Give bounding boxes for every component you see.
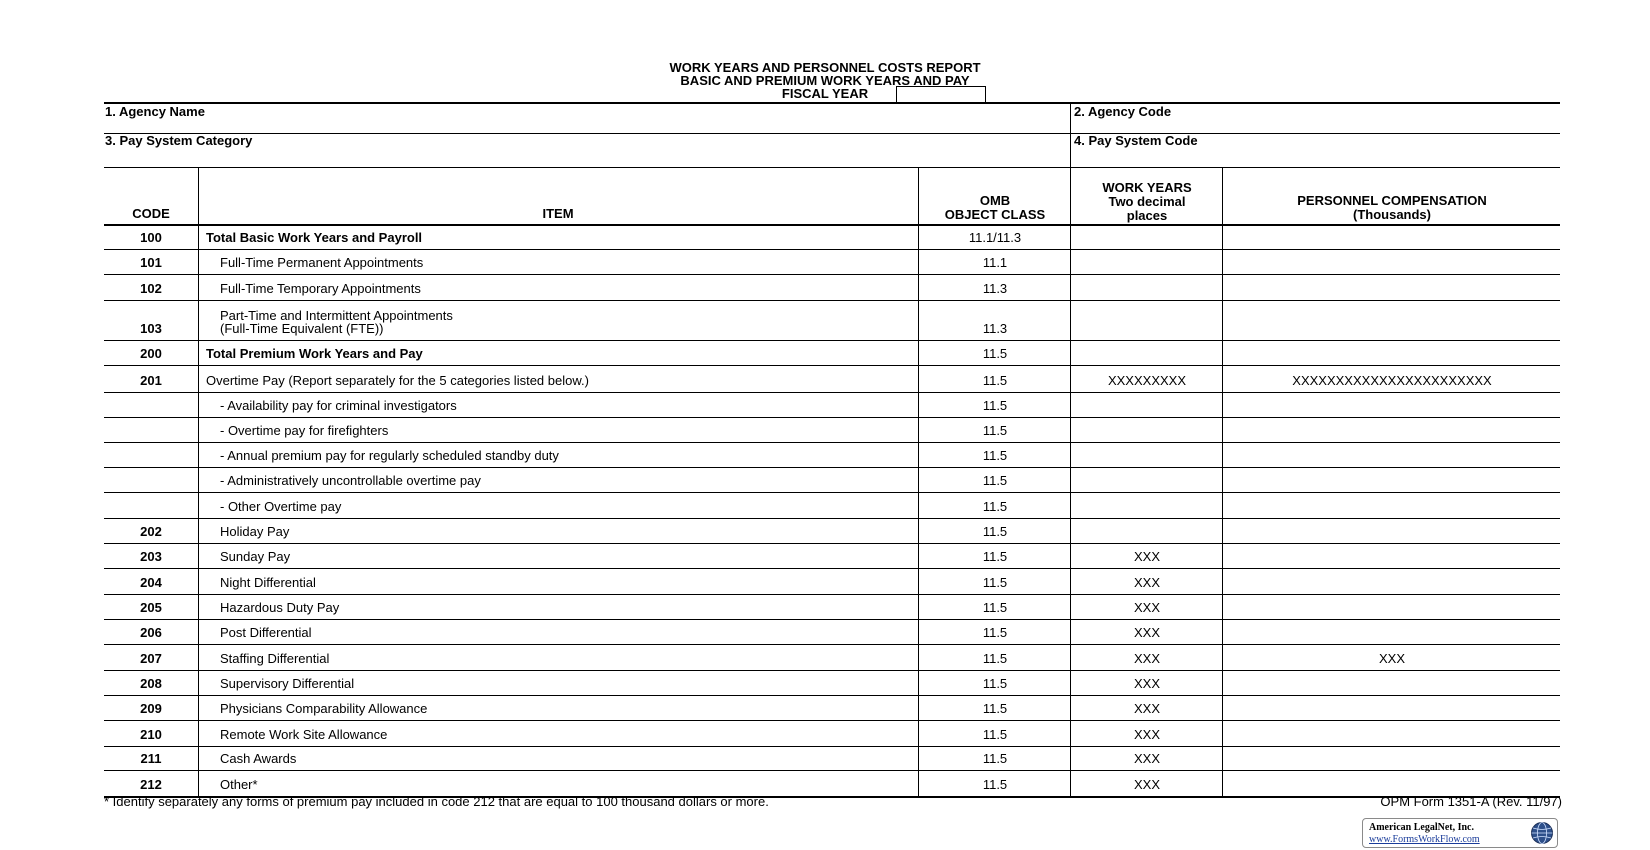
row-compensation-cell[interactable]: XXX	[1378, 651, 1405, 666]
pay-system-category-field[interactable]	[110, 142, 1060, 166]
column-header-omb	[920, 194, 1070, 222]
row-omb-class: 11.5	[982, 398, 1008, 413]
row-compensation-cell[interactable]	[1224, 549, 1560, 566]
row-item: Overtime Pay (Report separately for the 5 categories listed below.)	[206, 373, 589, 388]
row-omb-class: 11.5	[982, 423, 1008, 438]
row-item: - Other Overtime pay	[220, 499, 342, 514]
row-item: Sunday Pay	[220, 549, 291, 564]
row-omb-class: 11.1/11.3	[968, 230, 1022, 245]
row-omb-class: 11.5	[982, 651, 1008, 666]
fiscal-year-input[interactable]	[896, 86, 986, 103]
row-code: 212	[140, 777, 162, 792]
row-compensation-cell[interactable]	[1224, 524, 1560, 541]
column-header-item: ITEM	[542, 206, 574, 221]
row-omb-class: 11.5	[982, 524, 1008, 539]
row-code: 209	[140, 701, 162, 716]
work-years-header-line2: Two decimal	[1108, 194, 1186, 209]
row-omb-class: 11.1	[982, 255, 1008, 270]
row-compensation-cell[interactable]	[1224, 727, 1560, 744]
pay-system-code-label: 4. Pay System Code	[1074, 133, 1198, 148]
row-compensation-cell[interactable]	[1224, 346, 1560, 363]
row-code: 211	[140, 751, 162, 766]
row-code: 103	[140, 321, 162, 336]
row-code: 101	[140, 255, 162, 270]
row-work-years-cell[interactable]	[1072, 346, 1222, 363]
row-compensation-cell[interactable]	[1224, 321, 1560, 338]
row-item: Hazardous Duty Pay	[220, 600, 340, 615]
row-item: Full-Time Permanent Appointments	[220, 255, 424, 270]
rule-paysystem	[104, 167, 1560, 168]
row-compensation-cell[interactable]	[1224, 230, 1560, 247]
row-compensation-cell[interactable]	[1224, 777, 1560, 794]
row-work-years-cell[interactable]: XXX	[1133, 701, 1160, 716]
agency-name-label: 1. Agency Name	[105, 104, 205, 119]
row-code: 205	[140, 600, 162, 615]
row-item: Part-Time and Intermittent Appointments	[220, 308, 453, 323]
row-work-years-cell[interactable]	[1072, 255, 1222, 272]
row-compensation-cell[interactable]	[1224, 751, 1560, 768]
row-item: Total Premium Work Years and Pay	[206, 346, 423, 361]
row-omb-class: 11.5	[982, 676, 1008, 691]
row-omb-class: 11.5	[982, 625, 1008, 640]
agency-code-label: 2. Agency Code	[1074, 104, 1172, 119]
row-compensation-cell[interactable]	[1224, 625, 1560, 642]
row-compensation-cell[interactable]	[1224, 473, 1560, 490]
row-omb-class: 11.5	[982, 499, 1008, 514]
row-item: Post Differential	[220, 625, 312, 640]
row-item: Staffing Differential	[220, 651, 330, 666]
agency-code-field[interactable]	[1078, 112, 1548, 132]
row-omb-class: 11.5	[982, 751, 1008, 766]
row-omb-class: 11.5	[982, 448, 1008, 463]
row-compensation-cell[interactable]	[1224, 398, 1560, 415]
row-omb-class: 11.5	[982, 473, 1008, 488]
logo-url-link[interactable]: www.FormsWorkFlow.com	[1369, 834, 1480, 845]
row-work-years-cell[interactable]	[1072, 321, 1222, 338]
row-omb-class: 11.5	[982, 575, 1008, 590]
logo-company-name: American LegalNet, Inc.	[1369, 822, 1474, 833]
american-legalnet-logo[interactable]	[1362, 818, 1558, 848]
field-divider	[1070, 102, 1071, 168]
row-work-years-cell[interactable]: XXX	[1133, 575, 1160, 590]
row-compensation-cell[interactable]	[1224, 701, 1560, 718]
row-item: Holiday Pay	[220, 524, 290, 539]
row-omb-class: 11.5	[982, 727, 1008, 742]
form-number: OPM Form 1351-A (Rev. 11/97)	[1380, 794, 1562, 809]
row-item: Other*	[220, 777, 258, 792]
top-rule	[104, 102, 1560, 104]
row-item: - Administratively uncontrollable overtime pay	[220, 473, 481, 488]
pay-system-category-label: 3. Pay System Category	[105, 133, 253, 148]
row-compensation-cell[interactable]	[1224, 281, 1560, 298]
row-compensation-cell[interactable]	[1224, 600, 1560, 617]
row-work-years-cell[interactable]	[1072, 230, 1222, 247]
row-item: Total Basic Work Years and Payroll	[206, 230, 423, 245]
row-code: 210	[140, 727, 162, 742]
row-work-years-cell[interactable]: XXX	[1133, 600, 1160, 615]
row-omb-class: 11.5	[982, 346, 1008, 361]
row-compensation-cell[interactable]: XXXXXXXXXXXXXXXXXXXXXXX	[1292, 373, 1492, 388]
row-omb-class: 11.3	[982, 321, 1008, 336]
row-work-years-cell[interactable]: XXX	[1133, 549, 1160, 564]
omb-header-line2: OBJECT CLASS	[944, 207, 1046, 222]
row-omb-class: 11.5	[982, 600, 1008, 615]
work-years-header-line3: places	[1126, 208, 1168, 223]
fiscal-year-label: FISCAL YEAR	[781, 86, 869, 101]
row-omb-class: 11.3	[982, 281, 1008, 296]
form-subtitle: BASIC AND PREMIUM WORK YEARS AND PAY	[680, 73, 970, 88]
row-item: - Availability pay for criminal investigators	[220, 398, 457, 413]
row-code: 200	[140, 346, 162, 361]
row-compensation-cell[interactable]	[1224, 423, 1560, 440]
column-header-work-years	[1072, 181, 1222, 223]
row-item: Full-Time Temporary Appointments	[220, 281, 421, 296]
row-code: 203	[140, 549, 162, 564]
row-item-sub: (Full-Time Equivalent (FTE))	[220, 321, 384, 336]
column-header-personnel-compensation	[1224, 194, 1560, 222]
work-years-header-line1: WORK YEARS	[1102, 180, 1192, 195]
row-code: 100	[140, 230, 162, 245]
row-work-years-cell[interactable]: XXX	[1133, 751, 1160, 766]
row-work-years-cell[interactable]: XXX	[1133, 625, 1160, 640]
omb-header-line1: OMB	[979, 193, 1011, 208]
globe-icon	[1530, 821, 1554, 845]
row-item: Remote Work Site Allowance	[220, 727, 388, 742]
row-work-years-cell[interactable]	[1072, 423, 1222, 440]
row-compensation-cell[interactable]	[1224, 575, 1560, 592]
row-code: 207	[140, 651, 162, 666]
row-compensation-cell[interactable]	[1224, 255, 1560, 272]
row-work-years-cell[interactable]	[1072, 398, 1222, 415]
row-item: Supervisory Differential	[220, 676, 355, 691]
row-work-years-cell[interactable]: XXXXXXXXX	[1107, 373, 1187, 388]
row-work-years-cell[interactable]: XXX	[1133, 676, 1160, 691]
row-work-years-cell[interactable]	[1072, 473, 1222, 490]
form-title: WORK YEARS AND PERSONNEL COSTS REPORT	[669, 60, 981, 75]
agency-name-field[interactable]	[110, 112, 1060, 132]
row-item: Physicians Comparability Allowance	[220, 701, 428, 716]
row-code: 102	[140, 281, 162, 296]
compensation-header-line2: (Thousands)	[1353, 207, 1431, 222]
row-work-years-cell[interactable]	[1072, 499, 1222, 516]
row-compensation-cell[interactable]	[1224, 499, 1560, 516]
row-code: 201	[140, 373, 162, 388]
pay-system-code-field[interactable]	[1078, 142, 1548, 166]
row-work-years-cell[interactable]: XXX	[1133, 727, 1160, 742]
rule-agency	[104, 133, 1560, 134]
row-work-years-cell[interactable]: XXX	[1133, 777, 1160, 792]
row-omb-class: 11.5	[982, 777, 1008, 792]
row-omb-class: 11.5	[982, 373, 1008, 388]
row-work-years-cell[interactable]: XXX	[1133, 651, 1160, 666]
row-compensation-cell[interactable]	[1224, 676, 1560, 693]
footnote: * Identify separately any forms of premium pay included in code 212 that are equal to 100 thousand dollars or more.	[104, 794, 769, 809]
row-work-years-cell[interactable]	[1072, 448, 1222, 465]
row-code: 206	[140, 625, 162, 640]
row-compensation-cell[interactable]	[1224, 448, 1560, 465]
column-header-code: CODE	[132, 206, 170, 221]
row-item: - Annual premium pay for regularly scheduled standby duty	[220, 448, 559, 463]
row-code: 204	[140, 575, 162, 590]
row-work-years-cell[interactable]	[1072, 281, 1222, 298]
row-omb-class: 11.5	[982, 549, 1008, 564]
row-omb-class: 11.5	[982, 701, 1008, 716]
row-work-years-cell[interactable]	[1072, 524, 1222, 541]
row-item: Night Differential	[220, 575, 316, 590]
row-item: - Overtime pay for firefighters	[220, 423, 389, 438]
row-code: 202	[140, 524, 162, 539]
row-code: 208	[140, 676, 162, 691]
compensation-header-line1: PERSONNEL COMPENSATION	[1297, 193, 1487, 208]
row-item: Cash Awards	[220, 751, 297, 766]
